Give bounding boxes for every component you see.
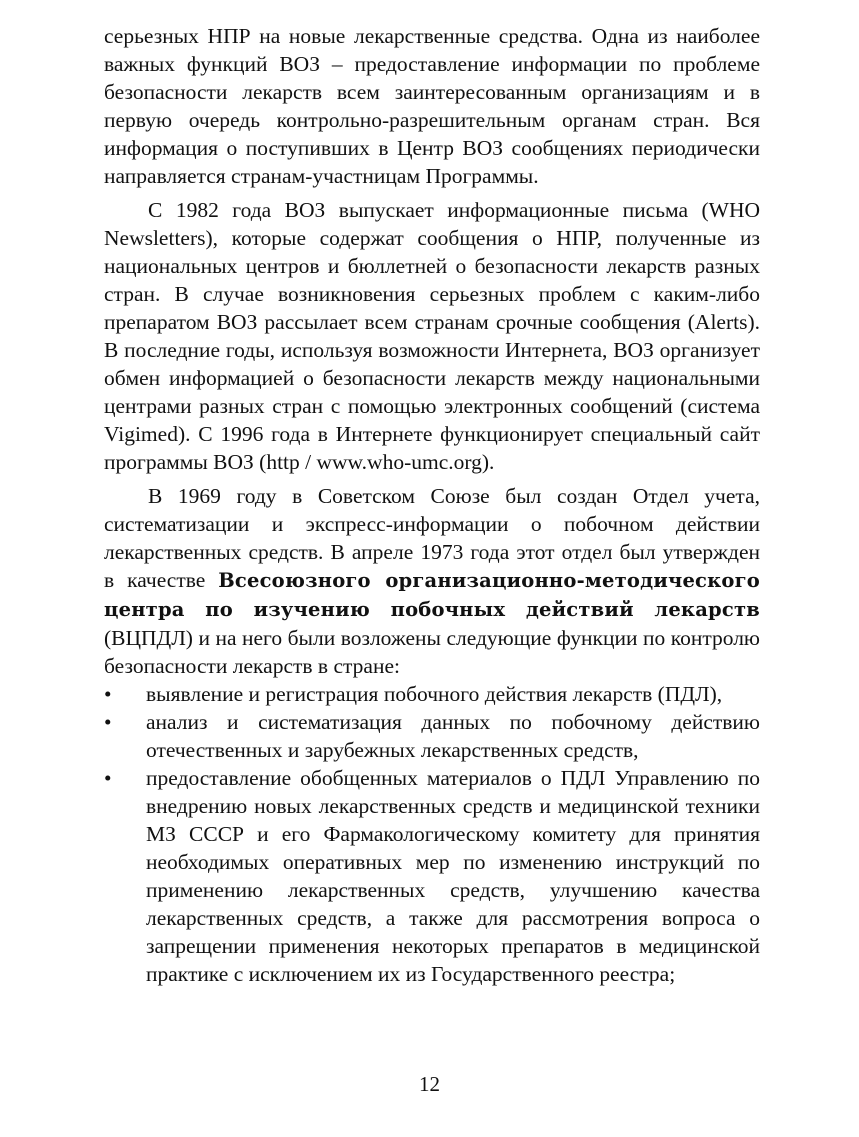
bullet-icon: • — [104, 710, 112, 734]
list-item-text: выявление и регистрация побочного действия лекарств (ПДЛ), — [146, 682, 723, 706]
paragraph-3-end: (ВЦПДЛ) и на него были возложены следующие функции по контролю безопасности лекарств в стране: — [104, 626, 760, 678]
list-item — [104, 680, 760, 708]
page-number: 12 — [419, 1072, 440, 1096]
bullet-icon: • — [104, 682, 112, 706]
list-item — [104, 764, 760, 988]
bullet-icon: • — [104, 766, 112, 790]
paragraph-3-bold-term: Всесоюзного организационно-методического центра по изучению побочных действий лекарств — [104, 569, 760, 621]
list-item — [104, 708, 760, 764]
paragraph-3 — [104, 482, 760, 680]
page-body — [104, 22, 760, 988]
paragraph-2: С 1982 года ВОЗ выпускает информационные письма (WHO Newsletters), которые содержат сообщения о НПР, полученные из национальных центров и бюллетней о безопасности лекарств разных стран. В случае возникновения серьезных проблем с каким-либо препаратом ВОЗ рассылает всем странам срочные сообщения (Alerts). В последние годы, используя возможности Интернета, ВОЗ организует обмен информацией о безопасности лекарств между национальными центрами разных стран с помощью электронных сообщений (система Vigimed). С 1996 года в Интернете функционирует специальный сайт программы ВОЗ (http / www.who-umc.org). — [104, 198, 760, 474]
function-list — [104, 680, 760, 988]
paragraph-1: серьезных НПР на новые лекарственные средства. Одна из наиболее важных функций ВОЗ – предоставление информации по проблеме безопасности лекарств всем заинтересованным организациям и в первую очередь контрольно-разрешительным органам стран. Вся информация о поступивших в Центр ВОЗ сообщениях периодически направляется странам-участницам Программы. — [104, 24, 760, 188]
paragraph-3-start: В 1969 году в Советском Союзе был создан Отдел учета, систематизации и экспресс-информации о побочном действии лекарственных средств. В апреле 1973 года этот отдел был утвержден в качестве — [104, 484, 760, 592]
list-item-text: анализ и систематизация данных по побочному действию отечественных и зарубежных лекарственных средств, — [146, 710, 760, 762]
list-item-text: предоставление обобщенных материалов о ПДЛ Управлению по внедрению новых лекарственных средств и медицинской техники МЗ СССР и его Фармакологическому комитету для принятия необходимых оперативных мер по изменению инструкций по применению лекарственных средств, улучшению качества лекарственных средств, а также для рассмотрения вопроса о запрещении применения некоторых препаратов в медицинской практике с исключением их из Государственного реестра; — [146, 766, 760, 986]
